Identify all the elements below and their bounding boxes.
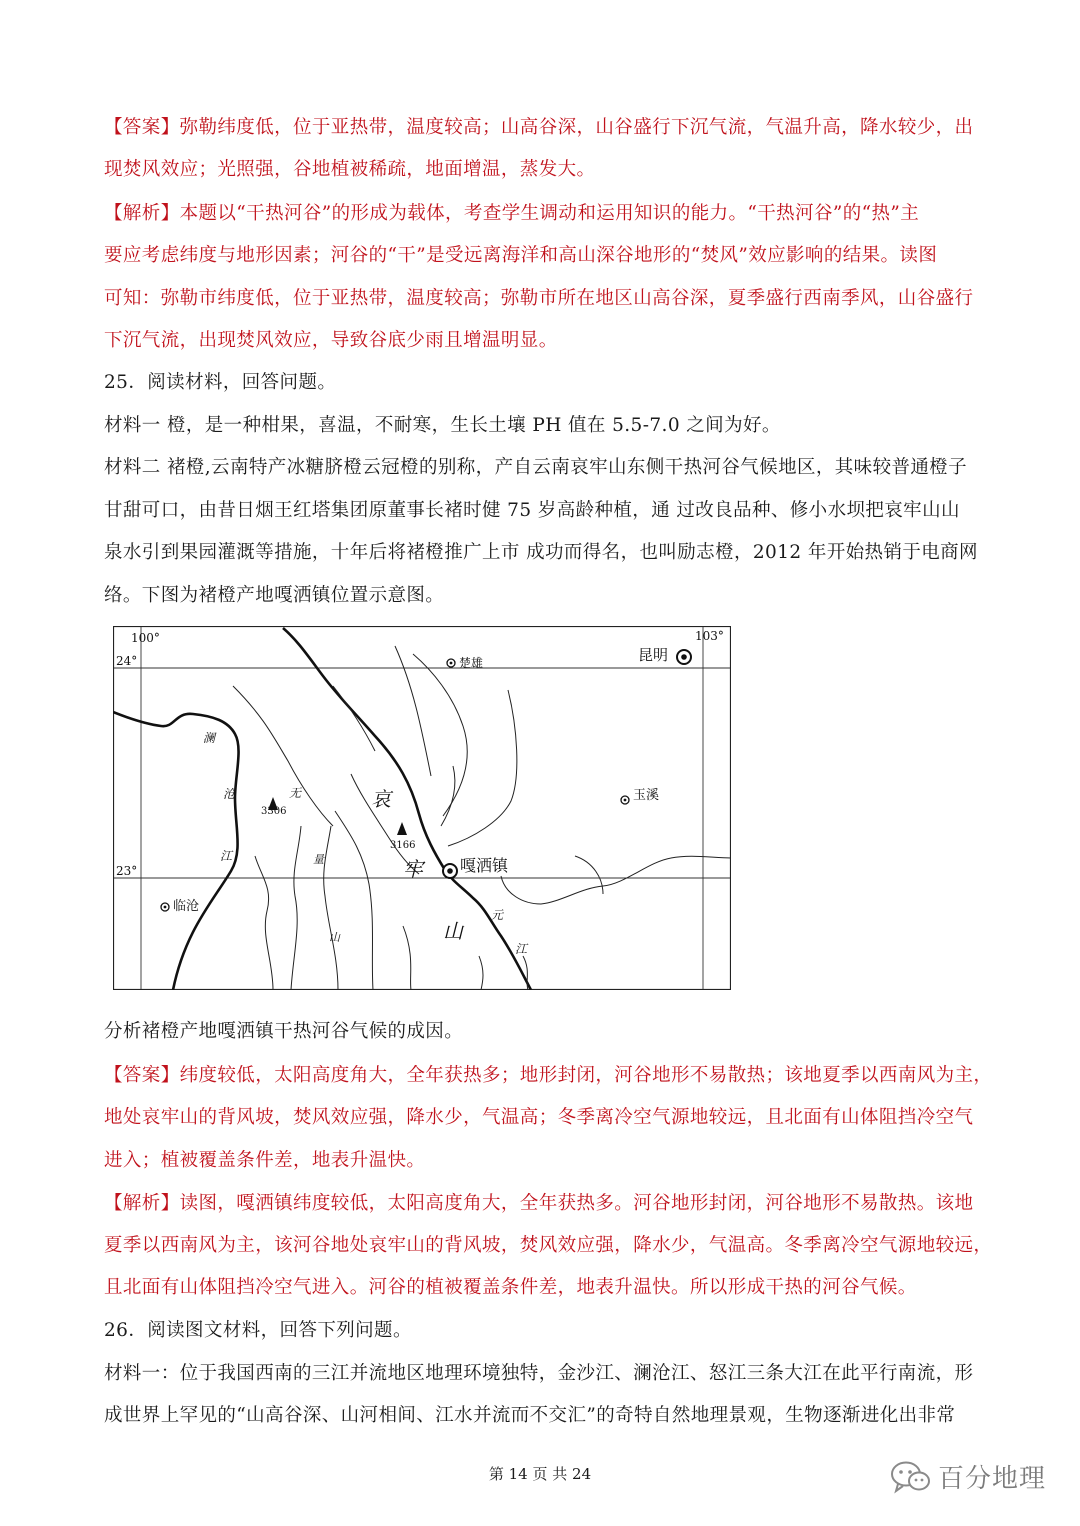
q25-analysis-text-1: 读图，嘎洒镇纬度较低，太阳高度角大，全年获热多。河谷地形封闭，河谷地形不易散热。该地 (179, 1193, 974, 1214)
q25-answer-tag: 【答案】 (104, 1065, 180, 1086)
q25-answer-text-1: 纬度较低，太阳高度角大，全年获热多；地形封闭，河谷地形不易散热；该地夏季以西南风为主， (179, 1065, 993, 1086)
city-kunming-label: 昆明 (638, 646, 669, 664)
wuliang-label-liang: 量 (313, 853, 324, 866)
q24-answer-tag: 【答案】 (104, 117, 180, 138)
q25-question: 分析褚橙产地嘎洒镇干热河谷气候的成因。 (104, 1021, 464, 1042)
q25-analysis-line-1 (104, 1189, 973, 1215)
peak-wuliang-elevation: 3306 (261, 806, 287, 817)
q24-answer-line-1 (104, 113, 973, 139)
q26-title: 26．阅读图文材料，回答下列问题。 (104, 1320, 412, 1341)
watermark (890, 1458, 1046, 1495)
ailao-label-shan: 山 (443, 919, 463, 943)
page-number: 第 14 页 共 24 (488, 1465, 592, 1483)
q24-analysis-line-1 (104, 199, 919, 225)
q25-answer-line-2: 地处哀牢山的背风坡，焚风效应强，降水少，气温高；冬季离冷空气源地较远，且北面有山体阻挡冷空气 (104, 1107, 974, 1128)
q25-analysis-line-2: 夏季以西南风为主，该河谷地处哀牢山的背风坡，焚风效应强，降水少，气温高。冬季离冷空气源地较远， (104, 1235, 993, 1256)
lancang-label-cang: 沧 (223, 787, 236, 801)
q24-analysis-line-3: 可知：弥勒市纬度低，位于亚热带，温度较高；弥勒市所在地区山高谷深，夏季盛行西南季风，山谷盛行 (104, 288, 974, 309)
peak-ailao-elevation: 3166 (390, 840, 416, 851)
ailao-label-lao: 牢 (403, 857, 423, 881)
watermark-text: 百分地理 (938, 1464, 1047, 1494)
q25-title: 25．阅读材料，回答问题。 (104, 372, 337, 393)
city-chuxiong-label: 楚雄 (459, 656, 484, 670)
q25-analysis-tag: 【解析】 (104, 1193, 180, 1214)
lancang-label-jiang: 江 (220, 849, 233, 863)
q25-answer-line-3: 进入；植被覆盖条件差，地表升温快。 (104, 1150, 426, 1171)
city-lincang-label: 临沧 (173, 899, 200, 914)
wuliang-label-shan: 山 (329, 931, 340, 944)
q25-material-1: 材料一 橙，是一种柑果，喜温，不耐寒，生长土壤 PH 值在 5.5-7.0 之间为好。 (104, 415, 781, 436)
q25-material-2-line-3: 泉水引到果园灌溉等措施，十年后将褚橙推广上市 成功而得名，也叫励志橙，2012 年开始热销于电商网 (104, 542, 978, 563)
lon-100-label: 100° (131, 631, 160, 645)
q24-answer-line-2: 现焚风效应；光照强，谷地植被稀疏，地面增温，蒸发大。 (104, 159, 596, 180)
q24-answer-text-1: 弥勒纬度低，位于亚热带，温度较高；山高谷深，山谷盛行下沉气流，气温升高，降水较少，出 (179, 117, 974, 138)
q26-material-1-line-1: 材料一：位于我国西南的三江并流地区地理环境独特，金沙江、澜沧江、怒江三条大江在此平行南流，形 (104, 1363, 974, 1384)
yuan-label-jiang: 江 (515, 942, 528, 956)
lat-24-label: 24° (116, 654, 138, 668)
ailao-label-ai: 哀 (371, 787, 391, 811)
gasa-location-map (113, 626, 731, 990)
q24-analysis-text-1: 本题以“干热河谷”的形成为载体，考查学生调动和运用知识的能力。“干热河谷”的“热”主 (179, 203, 920, 224)
q25-analysis-line-3: 且北面有山体阻挡冷空气进入。河谷的植被覆盖条件差，地表升温快。所以形成干热的河谷气候。 (104, 1277, 917, 1298)
q24-analysis-tag: 【解析】 (104, 203, 180, 224)
city-yuxi-label: 玉溪 (633, 788, 660, 803)
q25-material-2-line-4: 络。下图为褚橙产地嘎洒镇位置示意图。 (104, 585, 445, 606)
lon-103-label: 103° (695, 629, 724, 643)
wuliang-label-wu: 无 (289, 786, 302, 800)
city-gasa-label: 嘎洒镇 (460, 856, 509, 875)
q24-analysis-line-2: 要应考虑纬度与地形因素；河谷的“干”是受远离海洋和高山深谷地形的“焚风”效应影响的结果。读图 (104, 245, 938, 266)
q25-answer-line-1 (104, 1061, 992, 1087)
lat-23-label: 23° (116, 864, 138, 878)
map-frame (114, 627, 731, 990)
q26-material-1-line-2: 成世界上罕见的“山高谷深、山河相间、江水并流而不交汇”的奇特自然地理景观，生物逐渐进化出非常 (104, 1405, 956, 1426)
q25-material-2-line-2: 甘甜可口，由昔日烟王红塔集团原董事长褚时健 75 岁高龄种植，通 过改良品种、修小水坝把哀牢山山 (104, 500, 960, 521)
lancang-label-lan: 澜 (203, 731, 216, 745)
q24-analysis-line-4: 下沉气流，出现焚风效应，导致谷底少雨且增温明显。 (104, 330, 558, 351)
yuan-label-yuan: 元 (491, 908, 504, 922)
wechat-icon (890, 1460, 932, 1494)
q25-material-2-line-1: 材料二 褚橙,云南特产冰糖脐橙云冠橙的别称，产自云南哀牢山东侧干热河谷气候地区，其味较普通橙子 (104, 457, 968, 478)
